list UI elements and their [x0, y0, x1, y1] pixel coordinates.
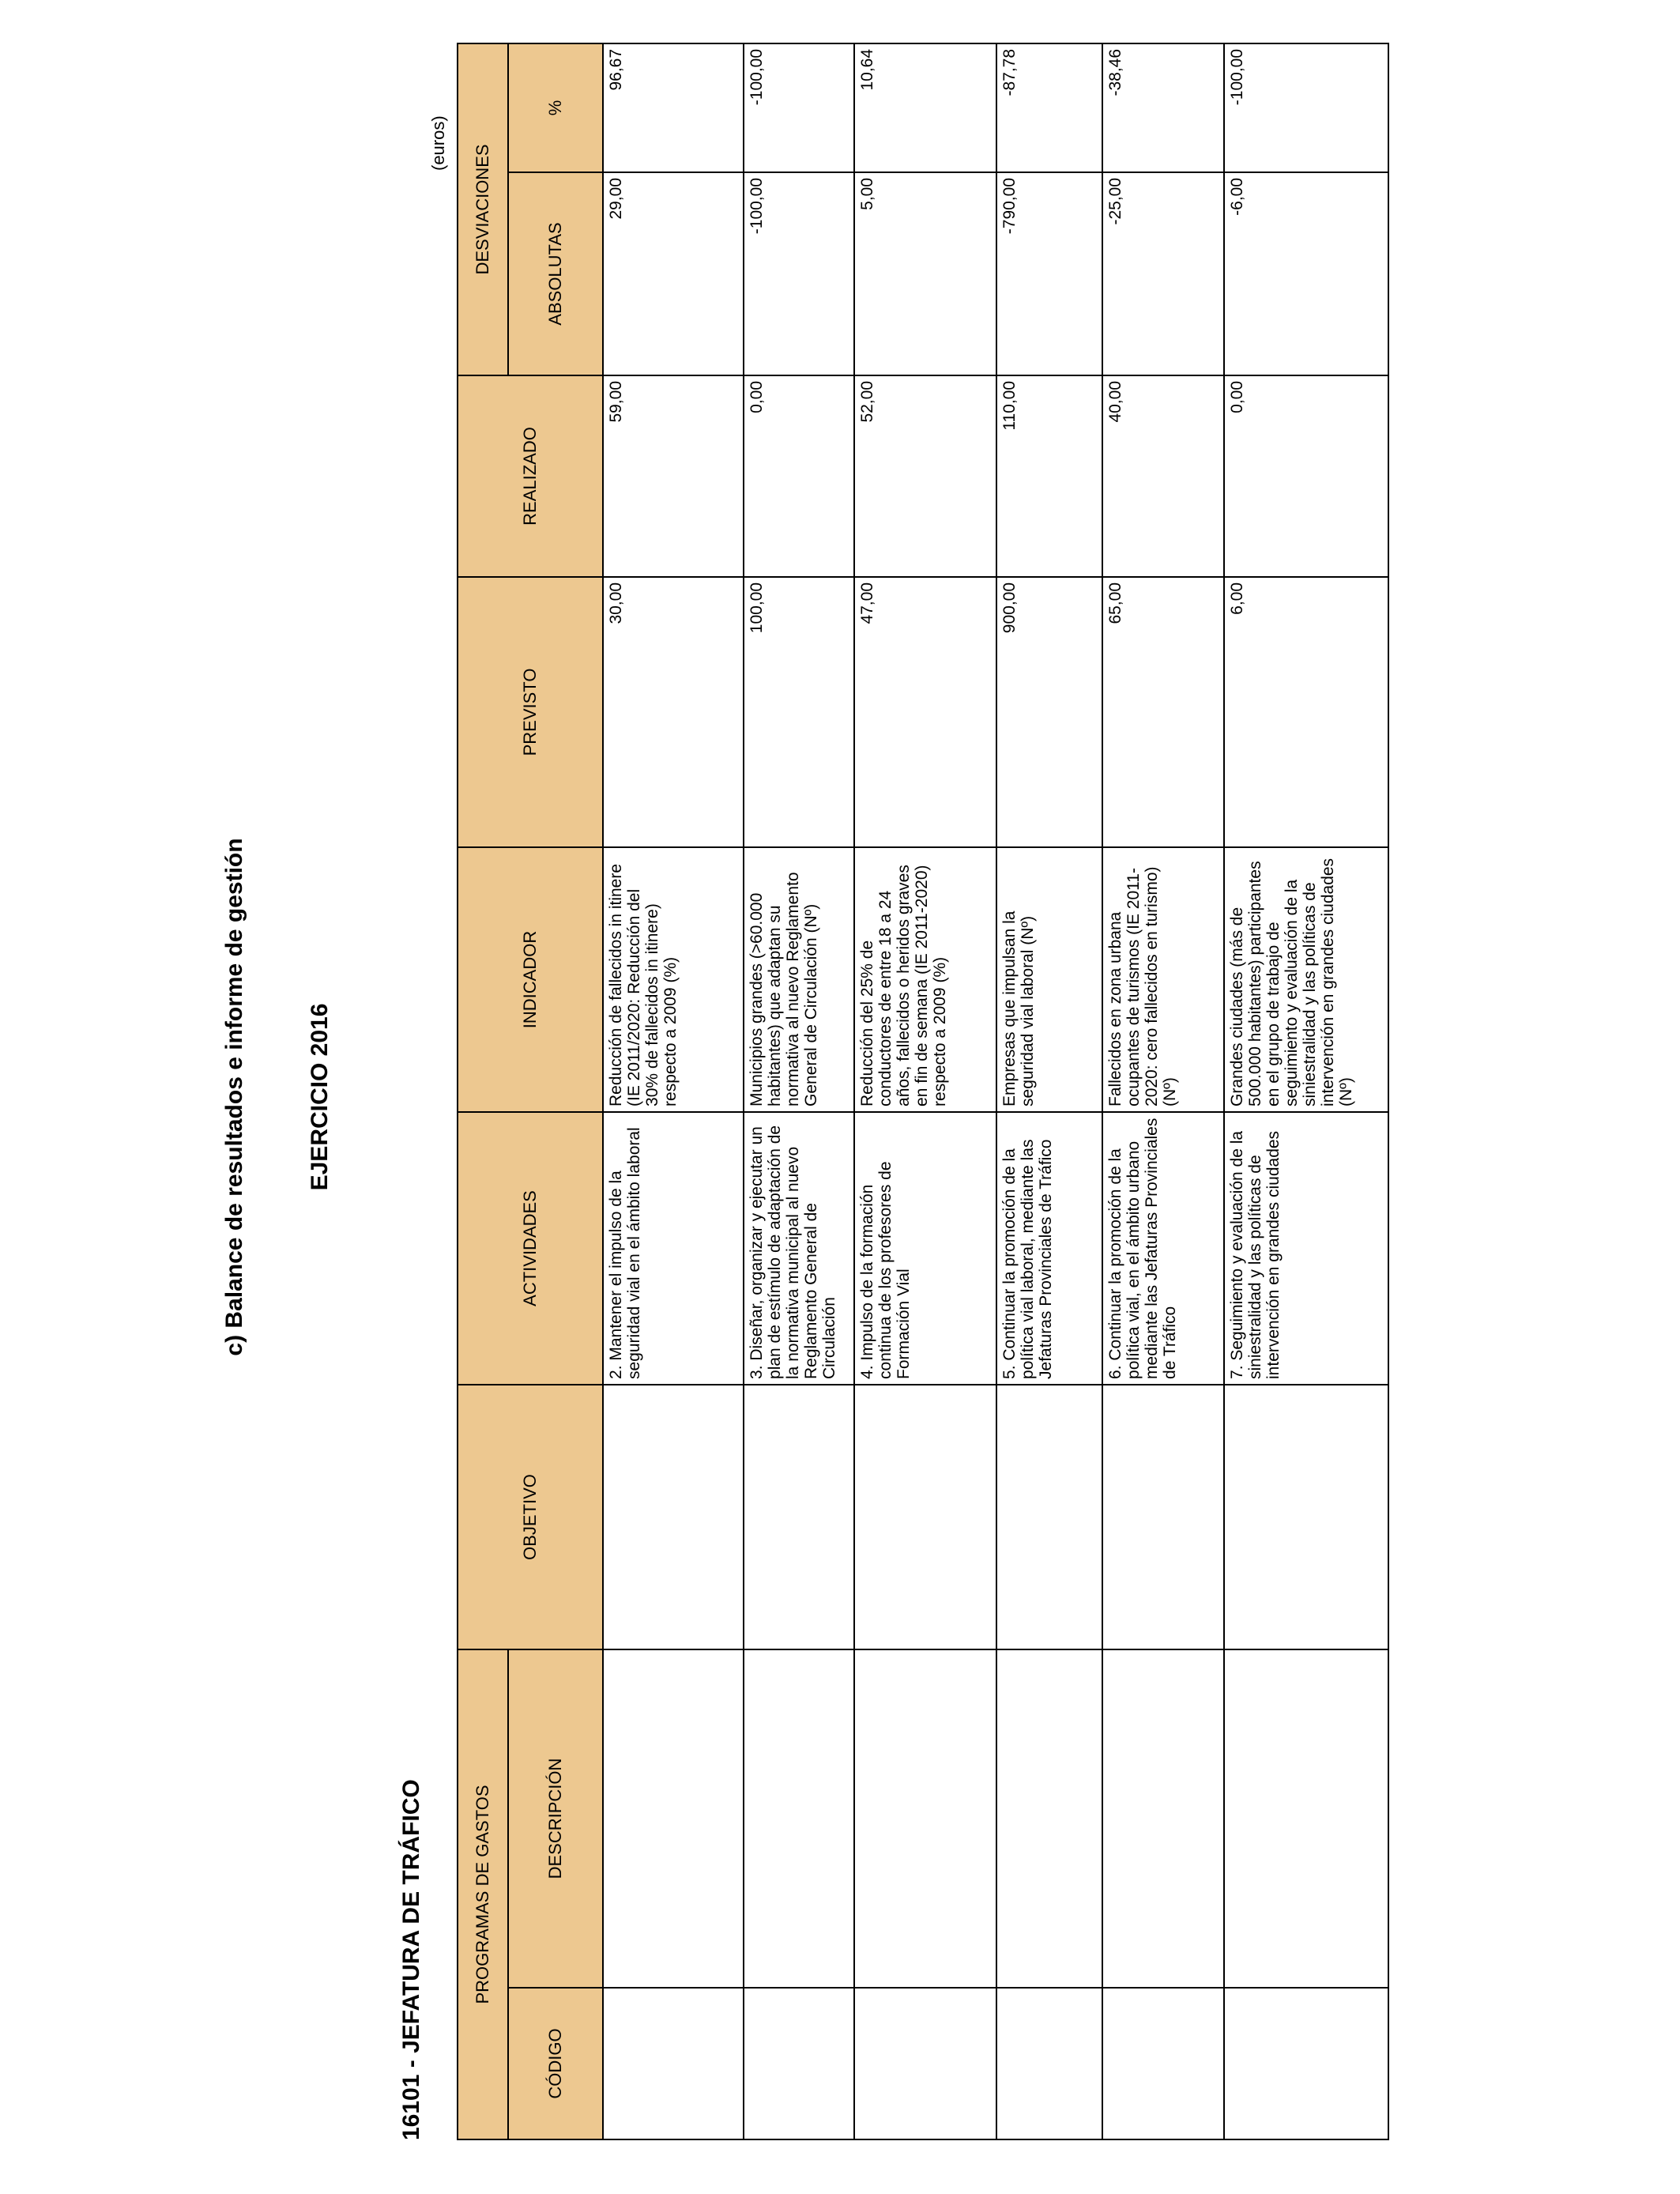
porcentaje-cell: -38,46	[1102, 43, 1224, 172]
porcentaje-cell: -100,00	[1224, 43, 1388, 172]
objetivo-cell	[603, 1385, 744, 1649]
absolutas-cell: -100,00	[744, 172, 854, 375]
objetivo-cell	[996, 1385, 1102, 1649]
indicador-cell: Empresas que impulsan la seguridad vial laboral (Nº)	[996, 847, 1102, 1112]
previsto-cell: 47,00	[854, 577, 996, 847]
codigo-cell	[1102, 1988, 1224, 2139]
codigo-cell	[603, 1988, 744, 2139]
actividad-cell: 4. Impulso de la formación continua de los profesores de Formación Vial	[854, 1112, 996, 1385]
descripcion-cell	[1102, 1649, 1224, 1988]
descripcion-cell	[603, 1649, 744, 1988]
table-row	[1224, 43, 1388, 2139]
absolutas-cell: 5,00	[854, 172, 996, 375]
actividad-cell: 3. Diseñar, organizar y ejecutar un plan de estímulo de adaptación de la normativa municipal al nuevo Reglamento General de Circulación	[744, 1112, 854, 1385]
header-porcentaje: %	[508, 43, 603, 172]
actividad-cell: 5. Continuar la promoción de la política vial laboral, mediante las Jefaturas Provinciales de Tráfico	[996, 1112, 1102, 1385]
codigo-cell	[854, 1988, 996, 2139]
realizado-cell: 59,00	[603, 375, 744, 577]
objetivo-cell	[854, 1385, 996, 1649]
previsto-cell: 6,00	[1224, 577, 1388, 847]
codigo-cell	[996, 1988, 1102, 2139]
absolutas-cell: -790,00	[996, 172, 1102, 375]
table-body	[603, 43, 1388, 2139]
actividad-cell: 6. Continuar la promoción de la política vial, en el ámbito urbano mediante las Jefaturas Provinciales de Tráfico	[1102, 1112, 1224, 1385]
table-row	[603, 43, 744, 2139]
objetivo-cell	[744, 1385, 854, 1649]
exercise-year-heading: EJERCICIO 2016	[307, 1003, 333, 1191]
codigo-cell	[1224, 1988, 1388, 2139]
descripcion-cell	[854, 1649, 996, 1988]
previsto-cell: 900,00	[996, 577, 1102, 847]
header-actividades: ACTIVIDADES	[458, 1112, 603, 1385]
absolutas-cell: -25,00	[1102, 172, 1224, 375]
header-objetivo: OBJETIVO	[458, 1385, 603, 1649]
previsto-cell: 100,00	[744, 577, 854, 847]
realizado-cell: 40,00	[1102, 375, 1224, 577]
table-row	[854, 43, 996, 2139]
absolutas-cell: -6,00	[1224, 172, 1388, 375]
table-row	[996, 43, 1102, 2139]
indicador-cell: Municipios grandes (>60.000 habitantes) que adaptan su normativa al nuevo Reglamento General de Circulación (Nº)	[744, 847, 854, 1112]
codigo-cell	[744, 1988, 854, 2139]
porcentaje-cell: 10,64	[854, 43, 996, 172]
header-absolutas: ABSOLUTAS	[508, 172, 603, 375]
indicador-cell: Reducción de fallecidos in itinere (IE 2011/2020: Reducción del 30% de fallecidos in itinere) respecto a 2009 (%)	[603, 847, 744, 1112]
header-realizado: REALIZADO	[458, 375, 603, 577]
header-codigo: CÓDIGO	[508, 1988, 603, 2139]
currency-unit-label: (euros)	[428, 115, 448, 171]
header-programas-de-gastos: PROGRAMAS DE GASTOS	[458, 1649, 508, 2139]
absolutas-cell: 29,00	[603, 172, 744, 375]
porcentaje-cell: -87,78	[996, 43, 1102, 172]
porcentaje-cell: -100,00	[744, 43, 854, 172]
realizado-cell: 0,00	[1224, 375, 1388, 577]
results-balance-table	[457, 43, 1389, 2140]
previsto-cell: 65,00	[1102, 577, 1224, 847]
table-row	[744, 43, 854, 2139]
realizado-cell: 0,00	[744, 375, 854, 577]
header-indicador: INDICADOR	[458, 847, 603, 1112]
indicador-cell: Fallecidos en zona urbana ocupantes de turismos (IE 2011-2020: cero fallecidos en turismo) (Nº)	[1102, 847, 1224, 1112]
porcentaje-cell: 96,67	[603, 43, 744, 172]
table-row	[1102, 43, 1224, 2139]
descripcion-cell	[996, 1649, 1102, 1988]
descripcion-cell	[1224, 1649, 1388, 1988]
previsto-cell: 30,00	[603, 577, 744, 847]
realizado-cell: 110,00	[996, 375, 1102, 577]
objetivo-cell	[1102, 1385, 1224, 1649]
header-descripcion: DESCRIPCIÓN	[508, 1649, 603, 1988]
objetivo-cell	[1224, 1385, 1388, 1649]
indicador-cell: Grandes ciudades (más de 500.000 habitantes) participantes en el grupo de trabajo de seguimiento y evaluación de la siniestralidad y las políticas de intervención en grandes ciudades (Nº)	[1224, 847, 1388, 1112]
header-desviaciones: DESVIACIONES	[458, 43, 508, 375]
actividad-cell: 2. Mantener el impulso de la seguridad vial en el ámbito laboral	[603, 1112, 744, 1385]
header-previsto: PREVISTO	[458, 577, 603, 847]
descripcion-cell	[744, 1649, 854, 1988]
actividad-cell: 7. Seguimiento y evaluación de la siniestralidad y las políticas de intervención en grandes ciudades	[1224, 1112, 1388, 1385]
realizado-cell: 52,00	[854, 375, 996, 577]
document-heading: c) Balance de resultados e informe de gestión	[221, 838, 247, 1356]
indicador-cell: Reducción del 25% de conductores de entre 18 a 24 años, fallecidos o heridos graves en fin de semana (IE 2011-2020) respecto a 2009 (%)	[854, 847, 996, 1112]
section-title: 16101 - JEFATURA DE TRÁFICO	[398, 1779, 424, 2140]
